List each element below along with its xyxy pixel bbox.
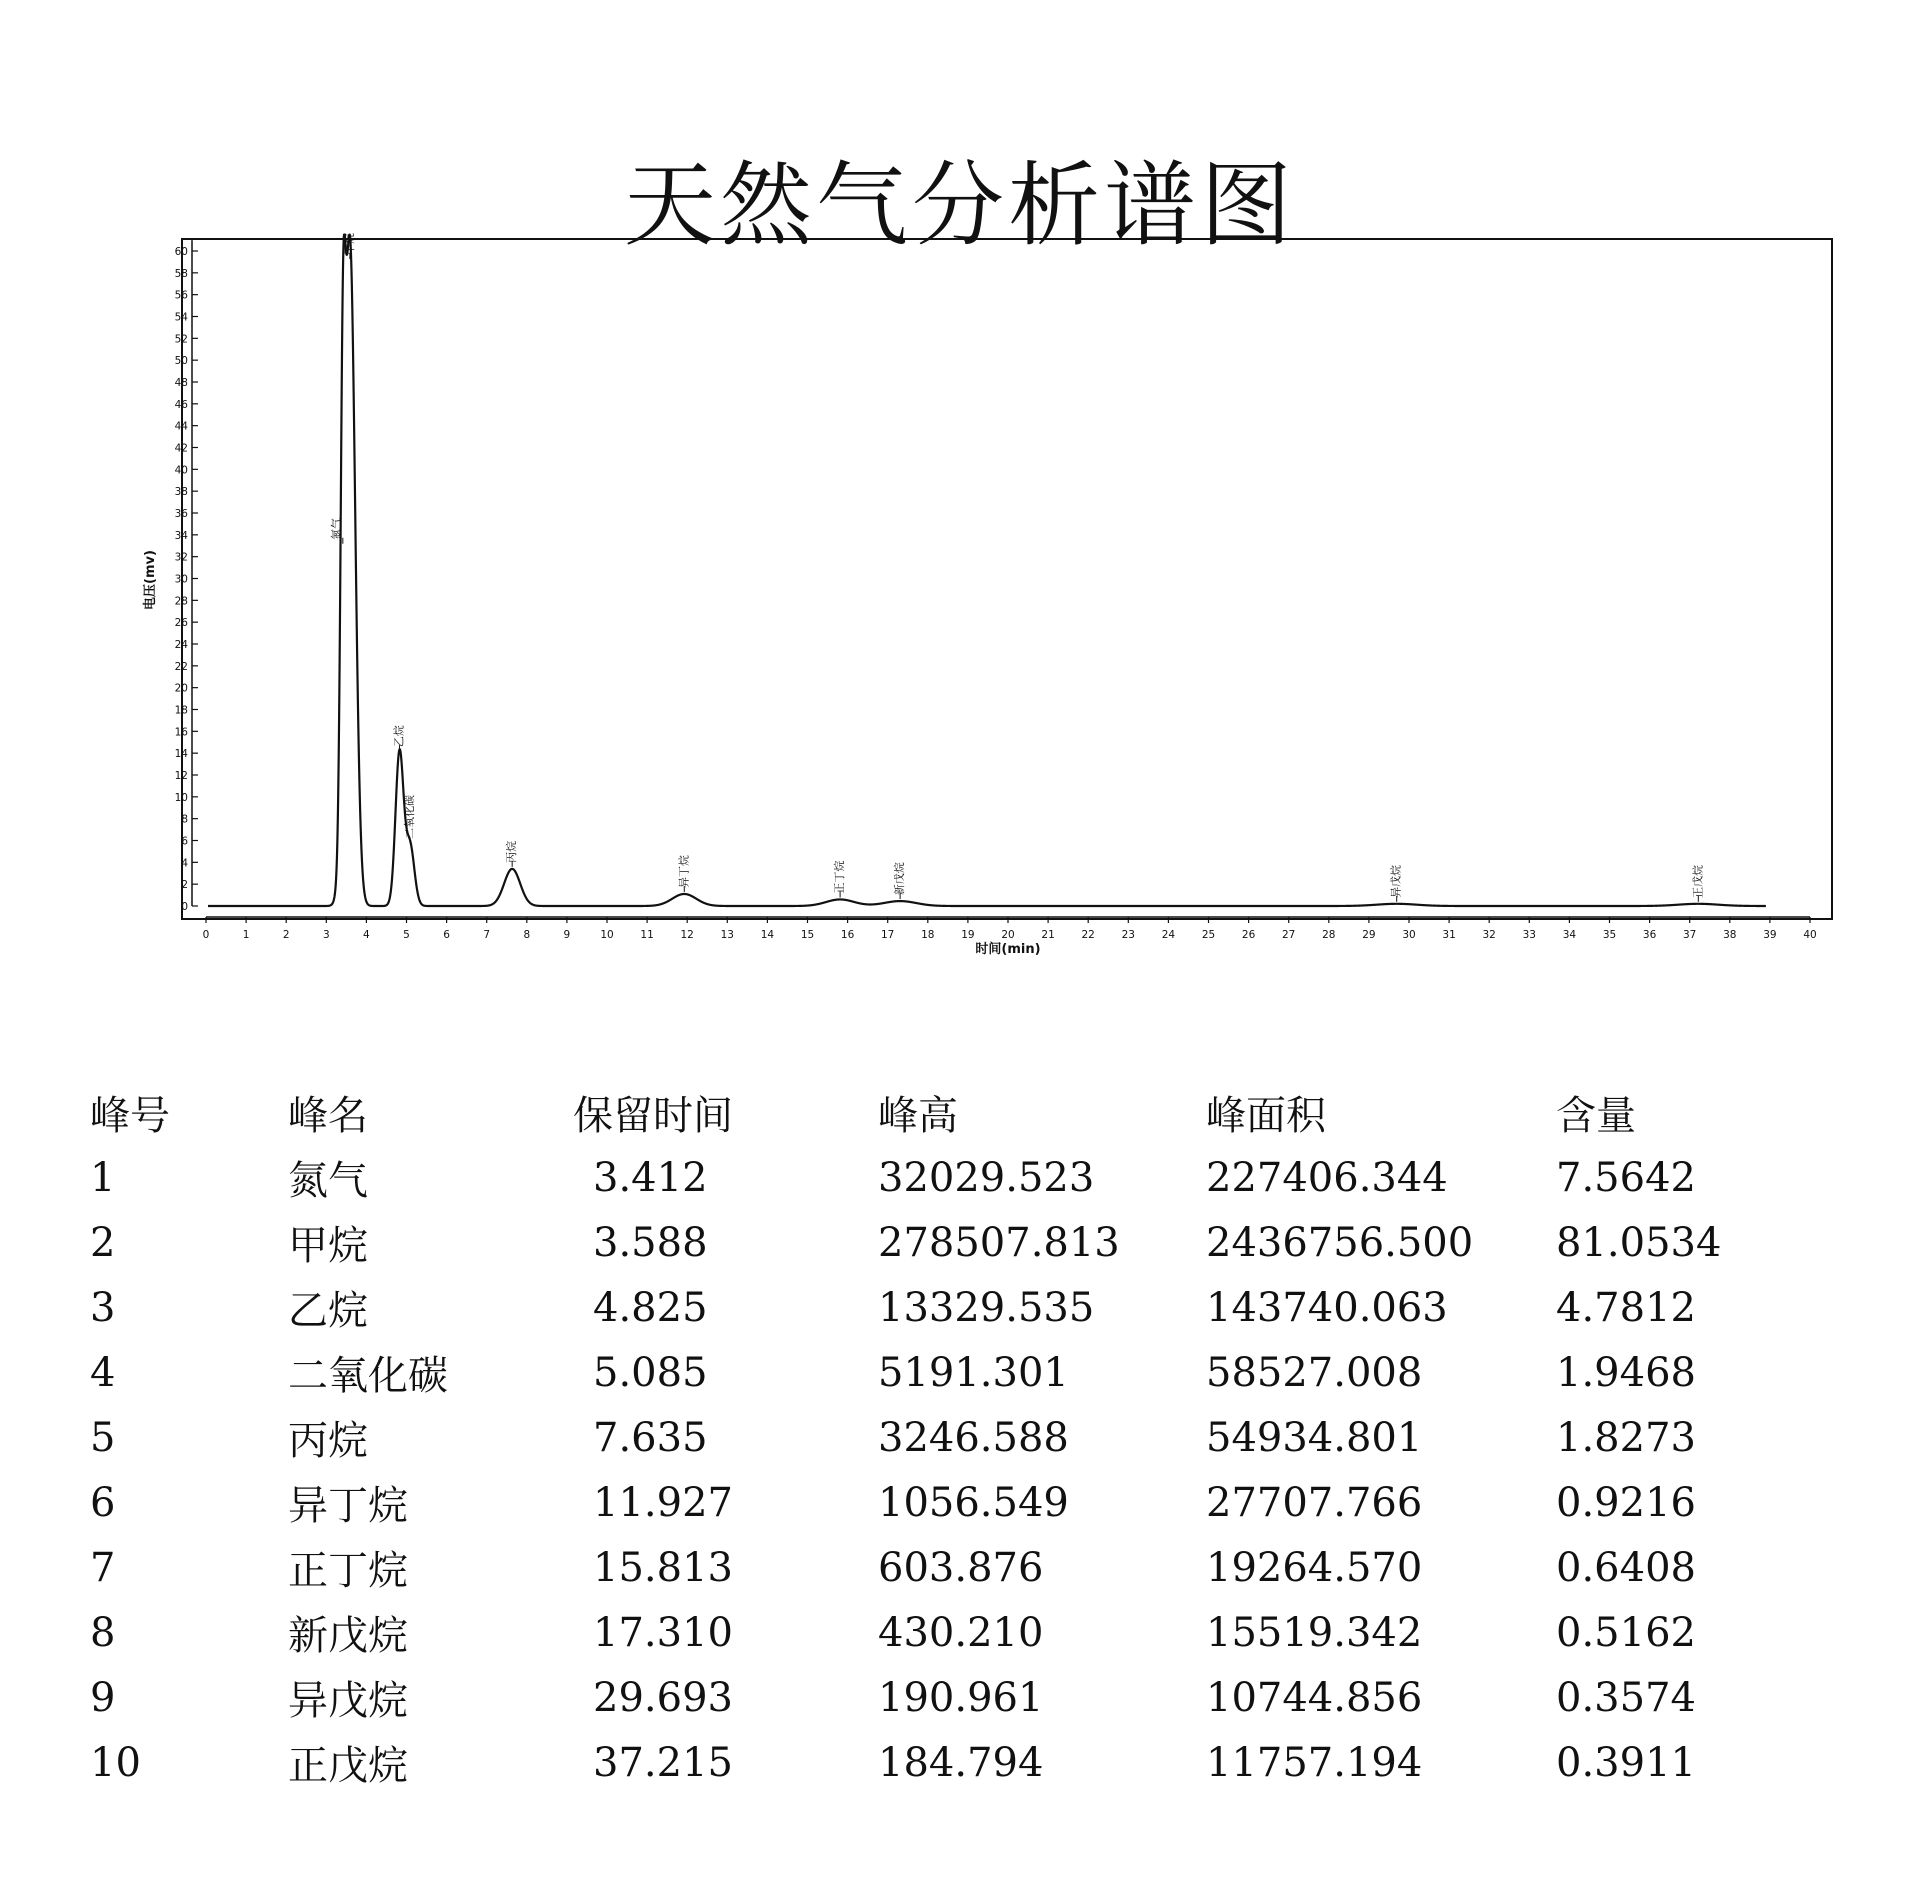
table-cell: 7.635 (593, 1414, 708, 1461)
table-cell: 32029.523 (878, 1154, 1095, 1201)
table-cell: 5.085 (593, 1349, 708, 1396)
y-tick-label: 16 (174, 726, 188, 739)
y-tick-label: 6 (181, 835, 188, 848)
peak-name-label: 二氧化碳 (402, 794, 416, 839)
table-cell: 4.7812 (1556, 1284, 1696, 1331)
table-cell: 1.8273 (1556, 1414, 1696, 1461)
table-cell: 9 (90, 1674, 116, 1721)
x-axis (203, 917, 1817, 941)
table-cell: 二氧化碳 (288, 1353, 448, 1399)
table-cell: 0.5162 (1556, 1609, 1696, 1656)
table-cell: 2436756.500 (1206, 1219, 1474, 1266)
y-tick-label: 50 (174, 355, 188, 368)
x-tick-label: 23 (1121, 929, 1135, 941)
x-tick-label: 0 (202, 929, 210, 941)
table-cell: 3.412 (593, 1154, 708, 1201)
x-tick-label: 39 (1763, 929, 1777, 941)
table-cell: 2 (90, 1219, 116, 1266)
peak-label (402, 795, 416, 843)
y-tick-label: 8 (181, 813, 188, 826)
y-tick-label: 52 (174, 333, 188, 346)
table-cell: 3 (90, 1284, 116, 1331)
x-tick-label: 1 (242, 929, 250, 941)
table-cell: 3246.588 (878, 1414, 1069, 1461)
table-row (90, 1145, 1756, 1210)
peak-label (832, 860, 846, 897)
x-tick-label: 9 (563, 929, 571, 941)
table-cell: 甲烷 (288, 1223, 368, 1269)
column-header: 峰高 (878, 1093, 958, 1139)
x-tick-label: 26 (1241, 929, 1256, 941)
table-cell: 54934.801 (1206, 1414, 1423, 1461)
y-tick-label: 42 (174, 442, 188, 455)
y-tick-label: 26 (174, 617, 188, 630)
x-tick-label: 5 (403, 929, 410, 941)
chromatogram-svg (130, 225, 1850, 975)
table-row (90, 1470, 1756, 1535)
y-tick-label: 0 (181, 901, 188, 913)
peak-label (676, 855, 690, 892)
table-cell: 1.9468 (1556, 1349, 1696, 1396)
y-tick-label: 58 (174, 267, 188, 280)
table-cell: 13329.535 (878, 1284, 1095, 1331)
y-tick-label: 12 (174, 770, 188, 782)
x-tick-label: 14 (760, 929, 775, 941)
y-tick-label: 46 (174, 398, 188, 411)
table-cell: 278507.813 (878, 1219, 1120, 1266)
x-tick-label: 7 (483, 929, 491, 941)
y-tick-label: 28 (174, 595, 188, 608)
x-tick-label: 16 (840, 929, 855, 941)
x-tick-label: 11 (640, 929, 654, 941)
table-cell: 19264.570 (1206, 1544, 1423, 1591)
peak-label (391, 725, 405, 751)
x-tick-label: 27 (1282, 929, 1296, 941)
x-tick-label: 37 (1683, 929, 1697, 941)
table-cell: 5 (90, 1414, 116, 1461)
table-cell: 29.693 (593, 1674, 733, 1721)
table-cell: 0.6408 (1556, 1544, 1696, 1591)
column-header: 保留时间 (573, 1093, 733, 1139)
y-axis-label: 电压(mv) (143, 550, 158, 610)
y-tick-label: 54 (174, 311, 188, 324)
table-row (90, 1340, 1756, 1405)
x-tick-label: 30 (1402, 929, 1416, 941)
table-cell: 异丁烷 (288, 1483, 408, 1529)
peak-name-label: 正丁烷 (833, 860, 847, 894)
x-tick-label: 17 (881, 929, 895, 941)
page-title: 天然气分析谱图 (623, 151, 1296, 259)
table-cell: 异戊烷 (288, 1678, 408, 1724)
y-tick-label: 32 (174, 551, 188, 564)
table-cell: 15.813 (593, 1544, 733, 1591)
table-cell: 6 (90, 1479, 116, 1526)
x-tick-label: 29 (1362, 929, 1376, 941)
table-cell: 603.876 (878, 1544, 1044, 1591)
x-tick-label: 13 (720, 929, 734, 941)
peak-name-label: 异戊烷 (1389, 864, 1403, 898)
table-cell: 4 (90, 1349, 116, 1396)
x-tick-label: 28 (1322, 929, 1336, 941)
table-cell: 8 (90, 1609, 116, 1656)
y-tick-label: 14 (174, 748, 188, 761)
y-tick-label: 4 (181, 857, 188, 870)
x-axis-label: 时间(min) (975, 942, 1041, 957)
y-tick-label: 24 (174, 639, 188, 651)
x-tick-label: 10 (600, 929, 614, 941)
table-cell: 15519.342 (1206, 1609, 1423, 1656)
x-tick-label: 6 (443, 929, 450, 941)
x-tick-label: 21 (1041, 929, 1055, 941)
x-tick-label: 15 (800, 929, 815, 941)
table-row (90, 1535, 1756, 1600)
table-cell: 227406.344 (1206, 1154, 1448, 1201)
peak-name-label: 甲烷 (342, 233, 356, 255)
y-tick-label: 34 (174, 529, 188, 542)
peak-label (892, 862, 906, 899)
peak-labels (329, 233, 1705, 902)
table-header-row (90, 1080, 1756, 1145)
table-cell: 190.961 (878, 1674, 1044, 1721)
x-tick-label: 22 (1081, 929, 1095, 941)
x-tick-label: 19 (961, 929, 975, 941)
peak-name-label: 氮气 (329, 517, 343, 540)
x-tick-label: 36 (1642, 929, 1657, 941)
table-row (90, 1665, 1756, 1730)
y-tick-label: 10 (174, 791, 188, 804)
x-tick-label: 20 (1001, 929, 1015, 941)
column-header: 峰号 (90, 1093, 170, 1139)
peak-label (329, 518, 343, 544)
table-cell: 0.9216 (1556, 1479, 1696, 1526)
x-tick-label: 8 (523, 929, 531, 941)
peak-label (1690, 865, 1704, 902)
peak-name-label: 异丁烷 (677, 854, 691, 888)
x-tick-label: 4 (363, 929, 370, 941)
table-row (90, 1275, 1756, 1340)
table-cell: 81.0534 (1556, 1219, 1722, 1266)
table-cell: 乙烷 (288, 1288, 368, 1334)
peak-results-table (90, 1080, 1756, 1795)
table-cell: 丙烷 (288, 1418, 368, 1464)
table-row (90, 1600, 1756, 1665)
table-cell: 143740.063 (1206, 1284, 1448, 1331)
table-cell: 1056.549 (878, 1479, 1069, 1526)
x-tick-label: 25 (1201, 929, 1216, 941)
y-tick-label: 18 (174, 704, 188, 717)
y-tick-label: 48 (174, 377, 188, 389)
table-row (90, 1730, 1756, 1795)
x-tick-label: 24 (1161, 929, 1176, 941)
table-cell: 27707.766 (1206, 1479, 1423, 1526)
table-cell: 430.210 (878, 1609, 1044, 1656)
table-cell: 17.310 (593, 1609, 733, 1656)
x-tick-label: 40 (1803, 929, 1817, 941)
x-tick-label: 12 (680, 929, 694, 941)
x-tick-label: 2 (282, 929, 290, 941)
y-tick-label: 22 (174, 660, 188, 673)
y-tick-label: 60 (174, 246, 188, 258)
table-cell: 184.794 (878, 1739, 1044, 1786)
table-cell: 11.927 (593, 1479, 733, 1526)
x-tick-label: 3 (322, 929, 330, 941)
y-tick-label: 44 (174, 420, 188, 433)
peak-name-label: 新戊烷 (893, 862, 907, 896)
column-header: 峰名 (288, 1093, 368, 1139)
table-cell: 正丁烷 (288, 1548, 408, 1594)
y-tick-label: 36 (174, 508, 188, 520)
peak-name-label: 丙烷 (505, 840, 519, 863)
x-tick-label: 38 (1723, 929, 1737, 941)
x-tick-label: 33 (1522, 929, 1536, 941)
table-row (90, 1210, 1756, 1275)
y-tick-label: 40 (174, 464, 188, 477)
table-cell: 正戊烷 (288, 1743, 408, 1789)
y-tick-label: 20 (174, 682, 188, 695)
peak-name-label: 乙烷 (392, 725, 406, 748)
table-cell: 11757.194 (1206, 1739, 1423, 1786)
x-tick-label: 18 (921, 929, 935, 941)
peak-label (342, 233, 356, 259)
column-header: 含量 (1556, 1093, 1636, 1139)
table-cell: 4.825 (593, 1284, 708, 1331)
y-axis (175, 240, 198, 913)
table-cell: 0.3574 (1556, 1674, 1696, 1721)
table-cell: 5191.301 (878, 1349, 1069, 1396)
x-tick-label: 31 (1442, 929, 1456, 941)
column-header: 峰面积 (1206, 1093, 1326, 1139)
table-cell: 58527.008 (1206, 1349, 1423, 1396)
peak-label (504, 841, 518, 867)
table-cell: 7 (90, 1544, 116, 1591)
y-tick-label: 2 (181, 879, 188, 892)
table-cell: 1 (90, 1154, 116, 1201)
x-tick-label: 32 (1482, 929, 1496, 941)
y-tick-label: 56 (174, 289, 188, 302)
x-tick-label: 35 (1602, 929, 1617, 941)
chromatogram-chart (130, 225, 1850, 979)
peak-name-label: 正戊烷 (1691, 864, 1705, 898)
table-cell: 新戊烷 (288, 1613, 408, 1659)
table-cell: 7.5642 (1556, 1154, 1696, 1201)
table-row (90, 1405, 1756, 1470)
table-cell: 3.588 (593, 1219, 708, 1266)
table-cell: 37.215 (593, 1739, 733, 1786)
y-tick-label: 38 (174, 486, 188, 499)
x-tick-label: 34 (1562, 929, 1577, 941)
table-cell: 10744.856 (1206, 1674, 1423, 1721)
table-cell: 0.3911 (1556, 1739, 1696, 1786)
table-cell: 氮气 (288, 1158, 368, 1204)
plot-frame (182, 239, 1832, 919)
y-tick-label: 30 (174, 573, 188, 586)
peak-label (1389, 865, 1403, 902)
chromatogram-trace (208, 235, 1766, 906)
table-cell: 10 (90, 1739, 141, 1786)
